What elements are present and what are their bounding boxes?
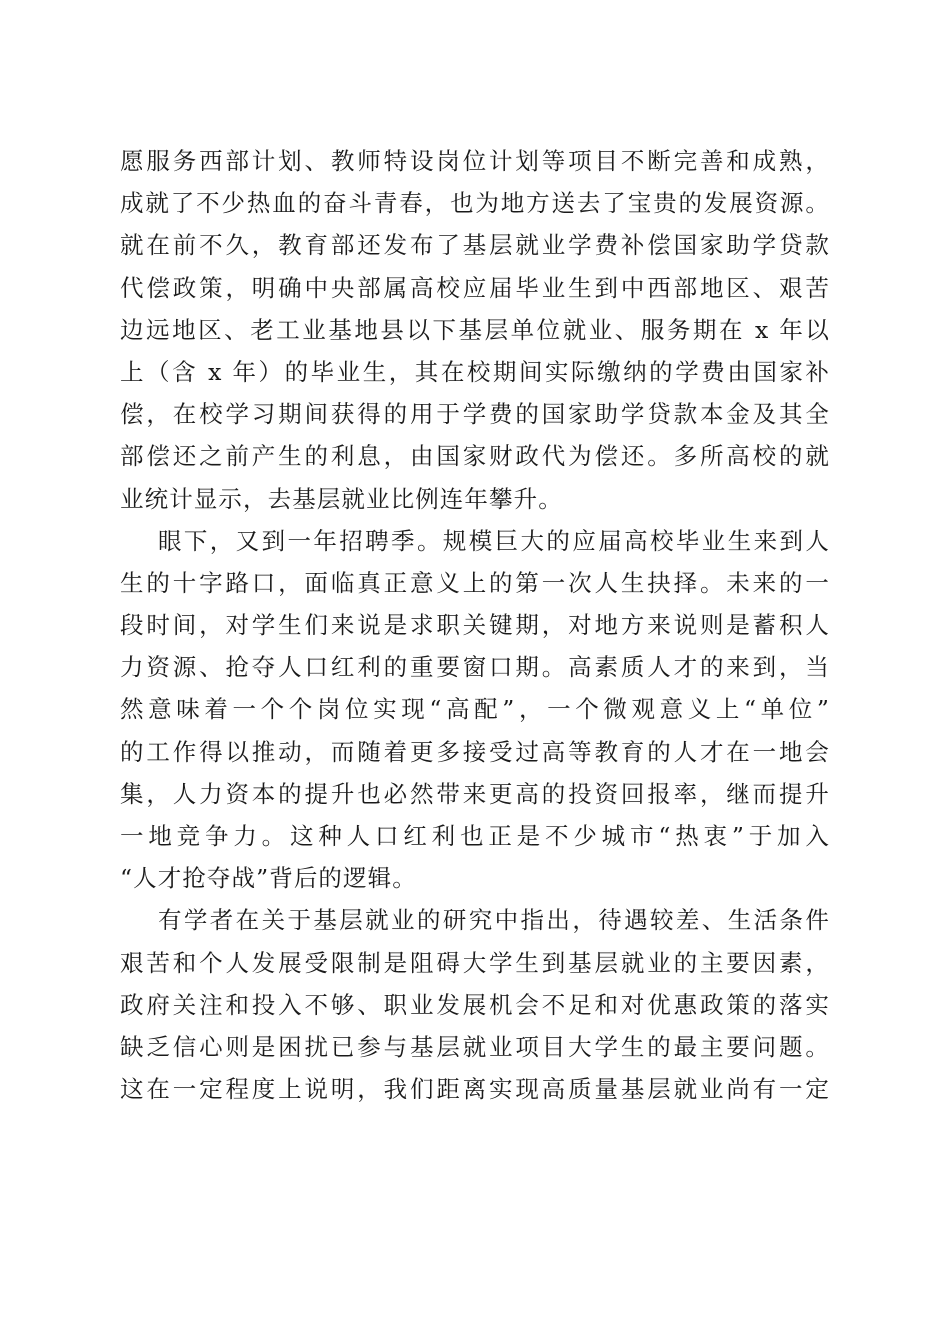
text-line: 上（含 x 年）的毕业生，其在校期间实际缴纳的学费由国家补 bbox=[120, 357, 830, 386]
text-line: 就在前不久，教育部还发布了基层就业学费补偿国家助学贷款 bbox=[120, 231, 830, 260]
text-line: 一地竞争力。这种人口红利也正是不少城市“热衷”于加入 bbox=[120, 822, 830, 850]
text-line: 代偿政策，明确中央部属高校应届毕业生到中西部地区、艰苦 bbox=[120, 273, 830, 302]
text-line: 然意味着一个个岗位实现“高配”，一个微观意义上“单位” bbox=[120, 695, 830, 724]
text-line: 力资源、抢夺人口红利的重要窗口期。高素质人才的来到，当 bbox=[120, 653, 830, 682]
text-line: 业统计显示，去基层就业比例连年攀升。 bbox=[120, 484, 563, 513]
text-line: “人才抢夺战”背后的逻辑。 bbox=[120, 864, 417, 893]
body-text bbox=[120, 140, 830, 1110]
text-line: 的工作得以推动，而随着更多接受过高等教育的人才在一地会 bbox=[120, 737, 830, 766]
text-line: 缺乏信心则是困扰已参与基层就业项目大学生的最主要问题。 bbox=[120, 1032, 830, 1061]
paragraph-first-line: 有学者在关于基层就业的研究中指出，待遇较差、生活条件 bbox=[158, 906, 830, 935]
text-line: 段时间，对学生们来说是求职关键期，对地方来说则是蓄积人 bbox=[120, 611, 830, 640]
text-line: 集，人力资本的提升也必然带来更高的投资回报率，继而提升 bbox=[120, 779, 830, 808]
text-line: 愿服务西部计划、教师特设岗位计划等项目不断完善和成熟， bbox=[120, 147, 830, 175]
text-line: 生的十字路口，面临真正意义上的第一次人生抉择。未来的一 bbox=[120, 568, 830, 597]
text-line: 部偿还之前产生的利息，由国家财政代为偿还。多所高校的就 bbox=[120, 442, 830, 471]
text-line: 艰苦和个人发展受限制是阻碍大学生到基层就业的主要因素， bbox=[120, 948, 830, 977]
text-line: 偿，在校学习期间获得的用于学费的国家助学贷款本金及其全 bbox=[120, 400, 830, 429]
text-line: 这在一定程度上说明，我们距离实现高质量基层就业尚有一定 bbox=[120, 1075, 830, 1104]
paragraph-first-line: 眼下，又到一年招聘季。规模巨大的应届高校毕业生来到人 bbox=[158, 526, 830, 555]
text-line: 边远地区、老工业基地县以下基层单位就业、服务期在 x 年以 bbox=[120, 315, 830, 344]
text-line: 成就了不少热血的奋斗青春，也为地方送去了宝贵的发展资源。 bbox=[120, 189, 830, 218]
text-line: 政府关注和投入不够、职业发展机会不足和对优惠政策的落实 bbox=[120, 990, 830, 1019]
